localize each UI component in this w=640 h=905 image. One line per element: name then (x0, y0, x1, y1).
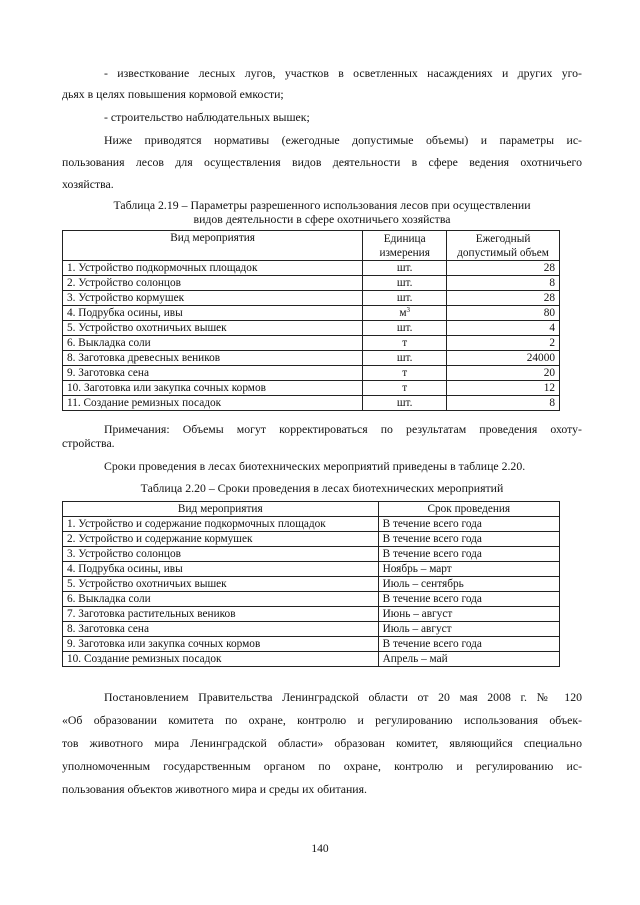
row-activity: 1. Устройство и содержание подкормочных площадок (63, 517, 379, 532)
row-activity: 2. Устройство и содержание кормушек (63, 532, 379, 547)
row-value: 24000 (447, 351, 560, 366)
row-value: 2 (447, 336, 560, 351)
row-activity: 1. Устройство подкормочных площадок (63, 261, 363, 276)
row-unit: шт. (363, 276, 447, 291)
row-activity: 9. Заготовка сена (63, 366, 363, 381)
row-unit: шт. (363, 261, 447, 276)
row-period: В течение всего года (378, 592, 559, 607)
row-activity: 4. Подрубка осины, ивы (63, 562, 379, 577)
column-header-unit (363, 231, 447, 261)
row-activity: 5. Устройство охотничьих вышек (63, 577, 379, 592)
column-header-activity: Вид мероприятия (63, 502, 379, 517)
table-row (63, 592, 560, 607)
table-header-row (63, 502, 560, 517)
unit-header-line2: измерения (379, 246, 430, 259)
row-value: 8 (447, 396, 560, 411)
row-unit: т (363, 366, 447, 381)
table-row (63, 396, 560, 411)
table-row (63, 577, 560, 592)
row-value: 80 (447, 306, 560, 321)
column-header-activity: Вид мероприятия (63, 231, 363, 261)
table2-caption: Таблица 2.20 – Сроки проведения в лесах биотехнических мероприятий (140, 481, 504, 495)
closing-line-5: пользования объектов животного мира и среды их обитания. (62, 782, 367, 796)
table-row (63, 261, 560, 276)
row-unit: шт. (363, 291, 447, 306)
row-value: 12 (447, 381, 560, 396)
table-2-20 (62, 501, 560, 667)
volume-header-line2: допустимый объем (457, 246, 549, 259)
table-row (63, 547, 560, 562)
row-value: 28 (447, 261, 560, 276)
intro-line-3b: пользования лесов для осуществления видов деятельности в сфере ведения охотничьего (62, 155, 582, 169)
table-row (63, 532, 560, 547)
table-row (63, 291, 560, 306)
row-activity: 7. Заготовка растительных веников (63, 607, 379, 622)
table-row (63, 366, 560, 381)
row-activity: 8. Заготовка древесных веников (63, 351, 363, 366)
closing-line-3: тов животного мира Ленинградской области» образован комитет, являющийся специально (62, 736, 582, 750)
row-unit: шт. (363, 321, 447, 336)
table-row (63, 381, 560, 396)
intro-line-3a: Ниже приводятся нормативы (ежегодные допустимые объемы) и параметры ис- (104, 133, 582, 147)
row-unit (363, 306, 447, 321)
table-row (63, 562, 560, 577)
table-row (63, 321, 560, 336)
row-value: 28 (447, 291, 560, 306)
row-unit: шт. (363, 396, 447, 411)
table1-caption-line2: видов деятельности в сфере охотничьего хозяйства (193, 212, 451, 226)
intro-line-2: - строительство наблюдательных вышек; (104, 110, 310, 124)
closing-line-1: Постановлением Правительства Ленинградской области от 20 мая 2008 г. № 120 (104, 690, 582, 704)
table-row (63, 276, 560, 291)
row-value: 20 (447, 366, 560, 381)
table-header-row (63, 231, 560, 261)
row-period: В течение всего года (378, 517, 559, 532)
table-row (63, 637, 560, 652)
row-activity: 10. Создание ремизных посадок (63, 652, 379, 667)
row-period: В течение всего года (378, 547, 559, 562)
table-row (63, 517, 560, 532)
page-number: 140 (311, 843, 329, 855)
row-activity: 8. Заготовка сена (63, 622, 379, 637)
row-period: Июнь – август (378, 607, 559, 622)
row-activity: 4. Подрубка осины, ивы (63, 306, 363, 321)
row-activity: 10. Заготовка или закупка сочных кормов (63, 381, 363, 396)
intro-line-3c: хозяйства. (62, 177, 114, 191)
closing-line-4: уполномоченным государственным органом по охране, контролю и регулированию ис- (62, 759, 582, 773)
table-row (63, 622, 560, 637)
row-unit: шт. (363, 351, 447, 366)
table1-caption-line1: Таблица 2.19 – Параметры разрешенного использования лесов при осуществлении (113, 198, 531, 212)
row-unit: т (363, 381, 447, 396)
unit-base: м (399, 307, 407, 319)
table-row (63, 607, 560, 622)
row-period: Ноябрь – март (378, 562, 559, 577)
row-period: Июль – август (378, 622, 559, 637)
intro-line-1a: - известкование лесных лугов, участков в осветленных насаждениях и других уго- (104, 66, 582, 80)
row-activity: 6. Выкладка соли (63, 592, 379, 607)
row-activity: 3. Устройство кормушек (63, 291, 363, 306)
table-row (63, 336, 560, 351)
column-header-volume (447, 231, 560, 261)
row-period: В течение всего года (378, 637, 559, 652)
row-unit: т (363, 336, 447, 351)
table-row (63, 351, 560, 366)
column-header-period: Срок проведения (378, 502, 559, 517)
table1-note-line1: Примечания: Объемы могут корректироваться по результатам проведения охоту- (104, 422, 582, 436)
row-value: 4 (447, 321, 560, 336)
row-period: В течение всего года (378, 532, 559, 547)
table-row (63, 652, 560, 667)
volume-header-line1: Ежегодный (475, 232, 531, 245)
row-activity: 2. Устройство солонцов (63, 276, 363, 291)
table1-note-line2: стройства. (62, 436, 115, 450)
intro-line-1b: дьях в целях повышения кормовой емкости; (62, 87, 284, 101)
closing-line-2: «Об образовании комитета по охране, контролю и регулированию использования объек- (62, 713, 582, 727)
table2-intro: Сроки проведения в лесах биотехнических мероприятий приведены в таблице 2.20. (104, 459, 526, 473)
row-period: Июль – сентябрь (378, 577, 559, 592)
row-period: Апрель – май (378, 652, 559, 667)
unit-header-line1: Единица (383, 232, 426, 245)
unit-superscript: 3 (406, 306, 410, 314)
row-activity: 3. Устройство солонцов (63, 547, 379, 562)
row-activity: 9. Заготовка или закупка сочных кормов (63, 637, 379, 652)
row-activity: 6. Выкладка соли (63, 336, 363, 351)
table-2-19 (62, 230, 560, 411)
row-activity: 11. Создание ремизных посадок (63, 396, 363, 411)
table-row (63, 306, 560, 321)
row-activity: 5. Устройство охотничьих вышек (63, 321, 363, 336)
row-value: 8 (447, 276, 560, 291)
